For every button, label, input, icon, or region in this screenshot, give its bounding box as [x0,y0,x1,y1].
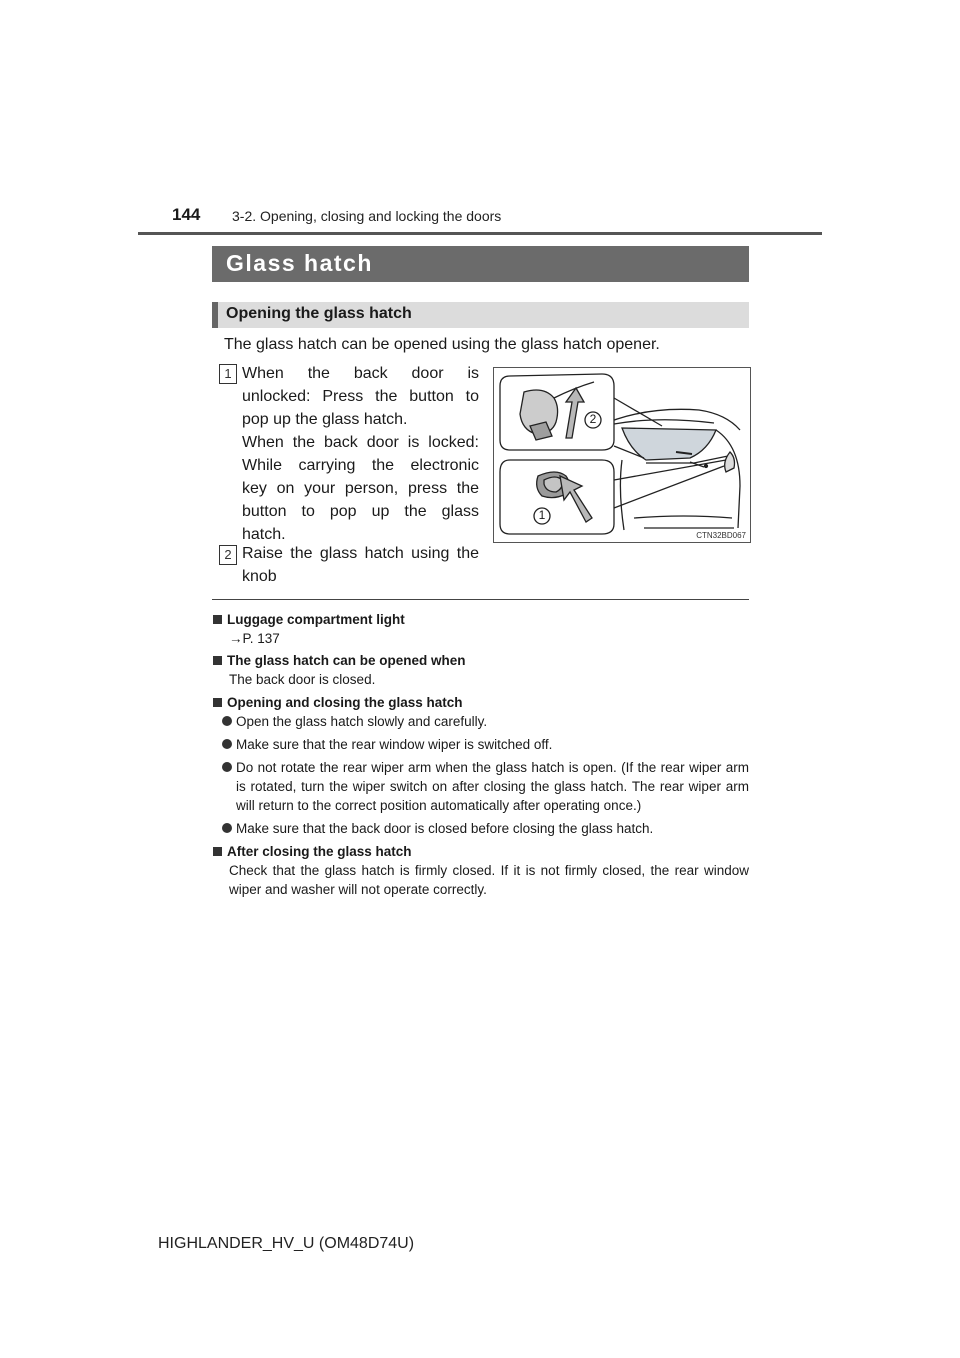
note-title: Opening and closing the glass hatch [227,695,463,710]
step-1-line: button to pop up the glass [242,503,479,520]
intro-text: The glass hatch can be opened using the glass hatch opener. [224,336,660,353]
bullet-item [212,819,749,838]
note-title: After closing the glass hatch [227,844,412,859]
step-1-line: pop up the glass hatch. [242,411,408,428]
bullet-item [212,712,749,731]
step-1-line: When the back door is locked: [242,434,479,451]
page-number: 144 [172,205,201,224]
round-bullet-icon [222,739,232,749]
notes-section [212,607,749,903]
step-2-line: knob [242,568,277,585]
bullet-item [212,735,749,754]
note-title: Luggage compartment light [227,612,405,627]
square-bullet-icon [213,698,222,707]
step-2-number: 2 [219,545,237,565]
illustration-code: CTN32BD067 [696,531,746,540]
step-1-number: 1 [219,364,237,384]
note-body: Check that the glass hatch is firmly closed. If it is not firmly closed, the rear window wiper and washer will not operate correctly. [229,863,749,897]
step-2-text [242,542,479,588]
bullet-text: Make sure that the rear window wiper is switched off. [236,737,553,752]
step-1-line: hatch. [242,526,286,543]
notes-rule [212,599,749,600]
note-heading [212,610,749,629]
chapter-title: 3-2. Opening, closing and locking the doors [232,208,502,224]
note-title: The glass hatch can be opened when [227,653,466,668]
square-bullet-icon [213,847,222,856]
step-2-line: Raise the glass hatch using the [242,545,479,562]
callout-1: 1 [538,508,546,522]
bullet-item [212,758,749,815]
square-bullet-icon [213,615,222,624]
bullet-text: Open the glass hatch slowly and carefully. [236,714,488,729]
note-heading [212,693,749,712]
subsection-bar [212,302,749,328]
square-bullet-icon [213,656,222,665]
step-1-line: When the back door is [242,365,479,382]
section-title: Glass hatch [226,250,373,276]
subsection-title: Opening the glass hatch [226,305,412,322]
header-rule [138,232,822,235]
bullet-text: Do not rotate the rear wiper arm when the glass hatch is open. (If the rear wiper arm is rotated, turn the wiper switch on after closing the glass hatch. The rear wiper arm will return to the correct position automatically after operating once.) [236,760,749,813]
step-1-line: unlocked: Press the button to [242,388,479,405]
glass-hatch-illustration [493,367,751,543]
round-bullet-icon [222,716,232,726]
step-1-line: key on your person, press the [242,480,479,497]
step-1-line: While carrying the electronic [242,457,479,474]
illustration-drawing [494,368,750,542]
step-1-text [242,362,479,546]
callout-2: 2 [589,412,597,426]
note-reference: →P. 137 [229,631,280,646]
bullet-text: Make sure that the back door is closed before closing the glass hatch. [236,821,654,836]
note-heading [212,842,749,861]
round-bullet-icon [222,823,232,833]
round-bullet-icon [222,762,232,772]
section-bar [212,246,749,282]
note-body: The back door is closed. [229,672,376,687]
note-heading [212,651,749,670]
footer-model: HIGHLANDER_HV_U (OM48D74U) [158,1235,415,1252]
